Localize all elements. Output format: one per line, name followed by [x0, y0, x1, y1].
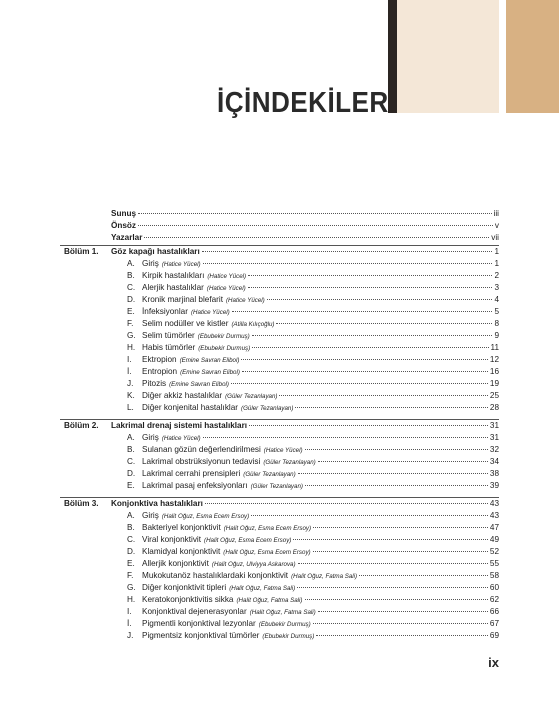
leader-dots — [144, 237, 489, 238]
toc-row-section[interactable] — [0, 432, 559, 444]
section-letter: F. — [127, 571, 134, 580]
section-letter: D. — [127, 295, 136, 304]
entry-author: (Halit Oğuz, Esma Ecem Ersoy) — [223, 525, 312, 532]
toc-row-section[interactable] — [0, 582, 559, 594]
section-letter: C. — [127, 535, 136, 544]
toc-row-section[interactable] — [0, 480, 559, 492]
toc-row-chapter[interactable] — [0, 498, 559, 510]
entry-page: 58 — [489, 571, 499, 580]
section-letter: A. — [127, 259, 135, 268]
section-letter: J. — [127, 379, 134, 388]
toc-row-chapter[interactable] — [0, 420, 559, 432]
entry-title: Bakteriyel konjonktivit — [142, 523, 221, 532]
toc-row-section[interactable] — [0, 594, 559, 606]
entry-page: 38 — [489, 469, 499, 478]
entry-page: 55 — [489, 559, 499, 568]
entry-page: 9 — [494, 331, 499, 340]
leader-dots — [298, 473, 488, 474]
entry-page: 3 — [494, 283, 499, 292]
leader-dots — [318, 611, 488, 612]
chapter-number: Bölüm 3. — [64, 499, 99, 508]
section-letter: A. — [127, 433, 135, 442]
toc-row-section[interactable] — [0, 402, 559, 414]
entry-page: iii — [493, 209, 499, 218]
leader-dots — [316, 635, 488, 636]
section-letter: C. — [127, 283, 136, 292]
toc-entry — [111, 420, 499, 432]
entry-author: (Halit Oğuz, Esma Ecem Ersoy) — [223, 549, 311, 556]
toc-row-section[interactable] — [0, 558, 559, 570]
entry-title: Viral konjonktivit — [142, 535, 202, 544]
entry-author: (Emine Savran Elibol) — [180, 369, 240, 376]
toc-entry — [111, 220, 499, 232]
section-letter: H. — [127, 343, 136, 352]
entry-page: vii — [491, 233, 499, 242]
toc-row-section[interactable] — [0, 294, 559, 306]
leader-dots — [203, 263, 493, 264]
entry-title: Alerjik hastalıklar — [142, 283, 204, 292]
entry-author: (Halit Oğuz, Fatma Sali) — [236, 597, 303, 604]
toc-row-section[interactable] — [0, 258, 559, 270]
leader-dots — [313, 527, 488, 528]
toc-row-section[interactable] — [0, 306, 559, 318]
leader-dots — [248, 287, 493, 288]
leader-dots — [241, 359, 487, 360]
section-letter: E. — [127, 307, 135, 316]
leader-dots — [138, 225, 493, 226]
entry-title: Pigmentsiz konjonktival tümörler — [142, 631, 260, 640]
entry-page: 8 — [494, 319, 499, 328]
entry-author: (Hatice Yücel) — [206, 285, 246, 292]
entry-author: (Hatice Yücel) — [226, 297, 265, 304]
toc-row-section[interactable] — [0, 444, 559, 456]
section-letter: I. — [127, 355, 132, 364]
entry-title: Kirpik hastalıkları — [142, 271, 205, 280]
entry-author: (Hatice Yücel) — [207, 273, 247, 280]
entry-author: (Halit Oğuz, Fatma Sali) — [229, 585, 296, 592]
leader-dots — [276, 323, 492, 324]
leader-dots — [252, 335, 493, 336]
leader-dots — [252, 347, 488, 348]
entry-author: (Ebubekir Durmuş) — [198, 345, 251, 352]
leader-dots — [293, 539, 488, 540]
decorative-dark-bar — [388, 0, 397, 113]
section-letter: L. — [127, 403, 134, 412]
leader-dots — [297, 587, 488, 588]
toc-row-chapter[interactable] — [0, 246, 559, 258]
entry-title: Giriş — [142, 259, 159, 268]
entry-author: (Güler Tezanlayan) — [241, 405, 294, 412]
entry-page: v — [494, 221, 499, 230]
section-letter: F. — [127, 319, 134, 328]
section-letter: G. — [127, 331, 136, 340]
toc-row-section[interactable] — [0, 330, 559, 342]
entry-page: 43 — [489, 499, 499, 508]
toc-row-prelim[interactable] — [0, 232, 559, 244]
entry-author: (Ebubekir Durmuş) — [262, 633, 315, 640]
section-letter: B. — [127, 445, 135, 454]
entry-title: Lakrimal cerrahi prensipleri — [142, 469, 241, 478]
leader-dots — [313, 623, 488, 624]
entry-author: (Halit Oğuz, Esma Ecem Ersoy) — [161, 513, 250, 520]
section-letter: B. — [127, 271, 135, 280]
entry-title: Lakrimal drenaj sistemi hastalıkları — [111, 421, 248, 430]
entry-title: Sulanan gözün değerlendirilmesi — [142, 445, 261, 454]
entry-title: Pitozis — [142, 379, 167, 388]
page-title: İÇİNDEKİLER — [217, 87, 389, 119]
section-letter: D. — [127, 547, 136, 556]
leader-dots — [242, 371, 488, 372]
entry-title: Lakrimal obstrüksiyonun tedavisi — [142, 457, 261, 466]
leader-dots — [267, 299, 493, 300]
entry-title: Konjonktival dejenerasyonlar — [142, 607, 247, 616]
entry-title: İnfeksiyonlar — [142, 307, 188, 316]
leader-dots — [248, 275, 492, 276]
toc-entry — [111, 498, 499, 510]
leader-dots — [295, 407, 487, 408]
section-letter: J. — [127, 631, 134, 640]
section-letter: C. — [127, 457, 136, 466]
leader-dots — [249, 425, 488, 426]
leader-dots — [232, 311, 493, 312]
toc-row-section[interactable] — [0, 366, 559, 378]
entry-author: (Emine Savran Elibol) — [169, 381, 229, 388]
entry-page: 19 — [489, 379, 499, 388]
section-letter: H. — [127, 595, 136, 604]
toc-entry — [111, 208, 499, 220]
entry-page: 60 — [489, 583, 499, 592]
toc-row-section[interactable] — [0, 342, 559, 354]
entry-page: 67 — [489, 619, 499, 628]
section-letter: G. — [127, 583, 136, 592]
entry-author: (Güler Tezanlayan) — [243, 471, 296, 478]
decorative-light-block — [397, 0, 499, 113]
toc-row-section[interactable] — [0, 522, 559, 534]
toc-row-section[interactable] — [0, 318, 559, 330]
entry-page: 39 — [489, 481, 499, 490]
entry-title: Habis tümörler — [142, 343, 196, 352]
leader-dots — [305, 485, 488, 486]
entry-page: 34 — [489, 457, 499, 466]
entry-title: Yazarlar — [111, 233, 143, 242]
entry-title: Giriş — [142, 433, 159, 442]
entry-page: 49 — [489, 535, 499, 544]
entry-author: (Atilla Kılıçoğlu) — [231, 321, 275, 328]
section-letter: K. — [127, 391, 135, 400]
toc-row-section[interactable] — [0, 606, 559, 618]
toc-row-section[interactable] — [0, 510, 559, 522]
toc-row-section[interactable] — [0, 468, 559, 480]
entry-title: Diğer akkiz hastalıklar — [142, 391, 223, 400]
entry-title: Selim nodüller ve kistler — [142, 319, 229, 328]
toc-row-section[interactable] — [0, 456, 559, 468]
leader-dots — [205, 503, 488, 504]
entry-page: 1 — [494, 259, 499, 268]
entry-page: 62 — [489, 595, 499, 604]
section-letter: E. — [127, 481, 135, 490]
toc-row-section[interactable] — [0, 570, 559, 582]
entry-author: (Güler Tezanlayan) — [225, 393, 278, 400]
entry-page: 11 — [490, 343, 499, 352]
entry-page: 28 — [489, 403, 499, 412]
toc-row-section[interactable] — [0, 282, 559, 294]
page-number: ix — [488, 655, 499, 670]
toc-entry — [142, 630, 499, 643]
toc-row-prelim[interactable] — [0, 220, 559, 232]
entry-page: 52 — [489, 547, 499, 556]
toc-entry — [142, 402, 499, 415]
entry-title: Entropion — [142, 367, 178, 376]
entry-page: 2 — [494, 271, 499, 280]
leader-dots — [318, 461, 488, 462]
entry-page: 31 — [489, 433, 499, 442]
section-letter: B. — [127, 523, 135, 532]
toc-entry — [111, 246, 499, 258]
entry-author: (Hatice Yücel) — [161, 435, 201, 442]
entry-title: Klamidyal konjonktivit — [142, 547, 221, 556]
entry-title: Allerjik konjonktivit — [142, 559, 209, 568]
leader-dots — [279, 395, 487, 396]
entry-author: (Ebubekir Durmuş) — [197, 333, 250, 340]
entry-title: Diğer konjonktivit tipleri — [142, 583, 227, 592]
entry-page: 31 — [489, 421, 499, 430]
chapter-number: Bölüm 1. — [64, 247, 99, 256]
section-letter: İ. — [127, 367, 132, 376]
leader-dots — [313, 551, 488, 552]
entry-title: Kronik marjinal blefarit — [142, 295, 223, 304]
leader-dots — [305, 599, 488, 600]
entry-page: 16 — [489, 367, 499, 376]
entry-author: (Halit Oğuz, Fatma Sali) — [291, 573, 358, 580]
toc-row-prelim[interactable] — [0, 208, 559, 220]
entry-author: (Halit Oğuz, Fatma Sali) — [249, 609, 316, 616]
entry-title: Sunuş — [111, 209, 137, 218]
entry-author: (Güler Tezanlayan) — [250, 483, 303, 490]
entry-author: (Ebubekir Durmuş) — [258, 621, 311, 628]
entry-page: 66 — [489, 607, 499, 616]
leader-dots — [359, 575, 488, 576]
entry-title: Göz kapağı hastalıkları — [111, 247, 200, 256]
leader-dots — [202, 251, 493, 252]
leader-dots — [231, 383, 488, 384]
entry-author: (Hatice Yücel) — [161, 261, 201, 268]
entry-author: (Hatice Yücel) — [190, 309, 230, 316]
leader-dots — [203, 437, 488, 438]
section-letter: I. — [127, 607, 132, 616]
toc-row-section[interactable] — [0, 270, 559, 282]
toc-row-section[interactable] — [0, 378, 559, 390]
entry-author: (Hatice Yücel) — [263, 447, 303, 454]
entry-page: 5 — [494, 307, 499, 316]
entry-title: Konjonktiva hastalıkları — [111, 499, 203, 508]
leader-dots — [138, 213, 492, 214]
section-letter: D. — [127, 469, 136, 478]
entry-author: (Güler Tezanlayan) — [263, 459, 316, 466]
entry-title: Giriş — [142, 511, 159, 520]
entry-author: (Halit Oğuz, Ulviyya Askarova) — [211, 561, 296, 568]
chapter-number: Bölüm 2. — [64, 421, 99, 430]
section-letter: İ. — [127, 619, 132, 628]
entry-page: 25 — [489, 391, 499, 400]
entry-page: 4 — [494, 295, 499, 304]
entry-title: Keratokonjonktivitis sikka — [142, 595, 234, 604]
leader-dots — [251, 515, 488, 516]
entry-title: Önsöz — [111, 221, 137, 230]
entry-title: Mukokutanöz hastalıklardaki konjonktivit — [142, 571, 289, 580]
entry-title: Selim tümörler — [142, 331, 195, 340]
entry-title: Ektropion — [142, 355, 177, 364]
entry-page: 32 — [489, 445, 499, 454]
decorative-tan-block — [506, 0, 559, 113]
toc-row-section[interactable] — [0, 630, 559, 642]
entry-author: (Halit Oğuz, Esma Ecem Ersoy) — [204, 537, 292, 544]
toc-row-section[interactable] — [0, 354, 559, 366]
toc-row-section[interactable] — [0, 546, 559, 558]
entry-title: Lakrimal pasaj enfeksiyonları — [142, 481, 248, 490]
entry-title: Diğer konjenital hastalıklar — [142, 403, 239, 412]
toc-row-section[interactable] — [0, 390, 559, 402]
toc-entry — [111, 232, 499, 244]
entry-page: 47 — [489, 523, 499, 532]
entry-title: Pigmentli konjonktival lezyonlar — [142, 619, 256, 628]
entry-page: 69 — [489, 631, 499, 640]
toc-row-section[interactable] — [0, 618, 559, 630]
toc-entry — [142, 480, 499, 493]
leader-dots — [305, 449, 488, 450]
entry-page: 43 — [489, 511, 499, 520]
section-letter: A. — [127, 511, 135, 520]
entry-page: 12 — [489, 355, 499, 364]
entry-author: (Emine Savran Elibol) — [179, 357, 240, 364]
section-letter: E. — [127, 559, 135, 568]
toc-row-section[interactable] — [0, 534, 559, 546]
entry-page: 1 — [494, 247, 499, 256]
leader-dots — [298, 563, 488, 564]
